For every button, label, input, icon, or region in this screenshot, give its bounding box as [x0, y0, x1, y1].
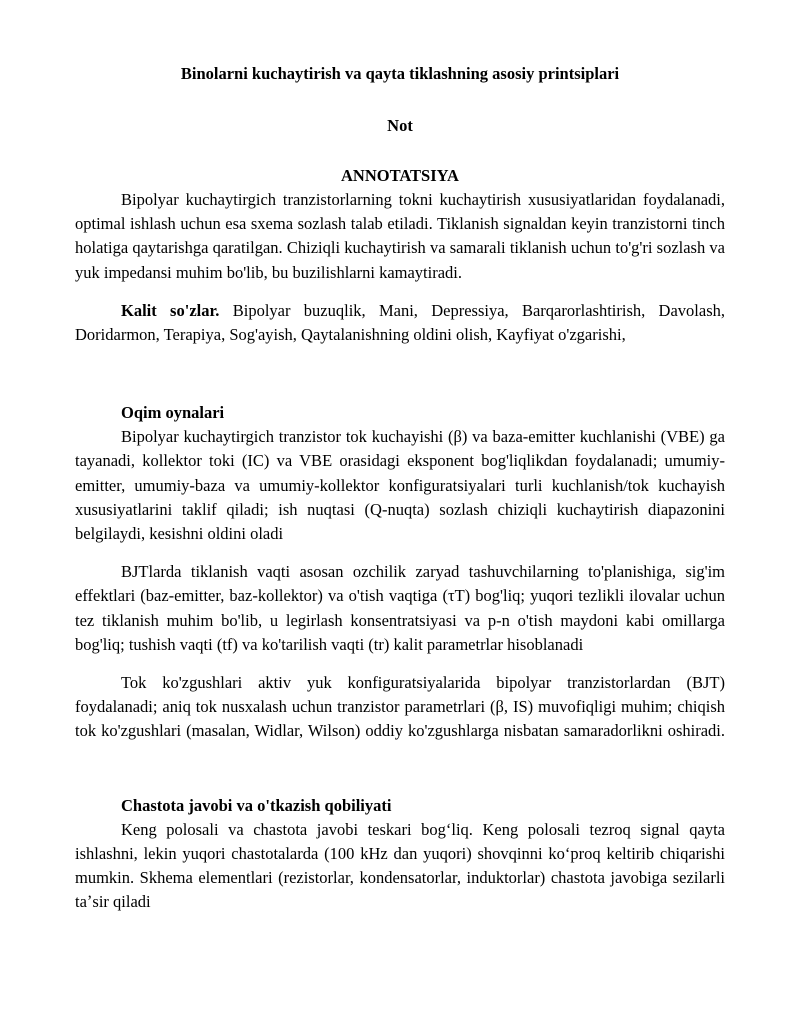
keywords-paragraph	[75, 299, 725, 347]
author-name: Not	[387, 116, 413, 135]
spacer	[75, 744, 725, 794]
document-title: Binolarni kuchaytirish va qayta tiklashning asosiy printsiplari	[180, 64, 620, 83]
section2-paragraph-1: Keng polosali va chastota javobi teskari bogʻliq. Keng polosali tezroq signal qayta ishlashni, lekin yuqori chastotalarda (100 kHz dan yuqori) shovqinni koʻproq keltirib chiqarishi mumkin. Skhema elementlari (rezistorlar, kondensatorlar, induktorlar) chastota javobiga sezilarli taʼsir qiladi	[75, 819, 725, 912]
keywords-label: Kalit so'zlar.	[121, 300, 220, 320]
keywords-text: Bipolyar buzuqlik, Mani, Depressiya, Barqarorlashtirish, Davolash, Doridarmon, Terapiya, Sog'ayish, Qaytalanishning oldini olish, Kayfiyat o'zgarishi,	[75, 300, 725, 345]
section1-paragraph-3: Tok ko'zgushlari aktiv yuk konfiguratsiyalarida bipolyar tranzistorlardan (BJT) foydalanadi; aniq tok nusxalash uchun tranzistor parametrlari (β, IS) muvofiqligi muhim; chiqish tok ko'zgushlari (masalan, Widlar, Wilson) oddiy ko'zgushlarga nisbatan samaradorlikni oshiradi.	[75, 673, 725, 741]
document-page	[75, 62, 725, 914]
section1-paragraph-1: Bipolyar kuchaytirgich tranzistor tok kuchayishi (β) va baza-emitter kuchlanishi (VBE) ga tayanadi, kollektor toki (IC) va VBE orasidagi eksponent bog'liqlikdan foydalanadi; umumiy-emitter, umumiy-baza va umumiy-kollektor konfiguratsiyalari turli kuchlanish/tok kuchayish xususiyatlarini taklif qiladi; ish nuqtasi (Q-nuqta) sozlash chiziqli kuchaytirish diapazonini belgilaydi, kesishni oldini oladi	[75, 427, 725, 544]
section-heading-current-mirrors: Oqim oynalari	[121, 403, 225, 423]
section-heading-frequency-response: Chastota javobi va o'tkazish qobiliyati	[121, 795, 392, 815]
spacer	[75, 347, 725, 401]
section1-paragraph-2: BJTlarda tiklanish vaqti asosan ozchilik zaryad tashuvchilarning to'planishiga, sig'im effektlari (baz-emitter, baz-kollektor) va o'tish vaqtiga (τT) bog'liq; yuqori tezlikli ilovalar uchun tez tiklanish muhim bo'lib, u legirlash konsentratsiyasi va p-n o'tish maydoni kabi omillarga bog'liq; tushish vaqti (tf) va ko'tarilish vaqti (tr) kalit parametrlar hisoblanadi	[75, 562, 725, 654]
abstract-heading: ANNOTATSIYA	[341, 166, 459, 185]
abstract-paragraph: Bipolyar kuchaytirgich tranzistorlarning tokni kuchaytirish xususiyatlaridan foydalanadi, optimal ishlash uchun esa sxema sozlash talab etiladi. Tiklanish signaldan keyin tranzistorni tinch holatiga qaytarishga qaratilgan. Chiziqli kuchaytirish va samarali tiklanish uchun to'g'ri sozlash va yuk impedansi muhim bo'lib, bu buzilishlarni kamaytiradi.	[75, 190, 725, 282]
